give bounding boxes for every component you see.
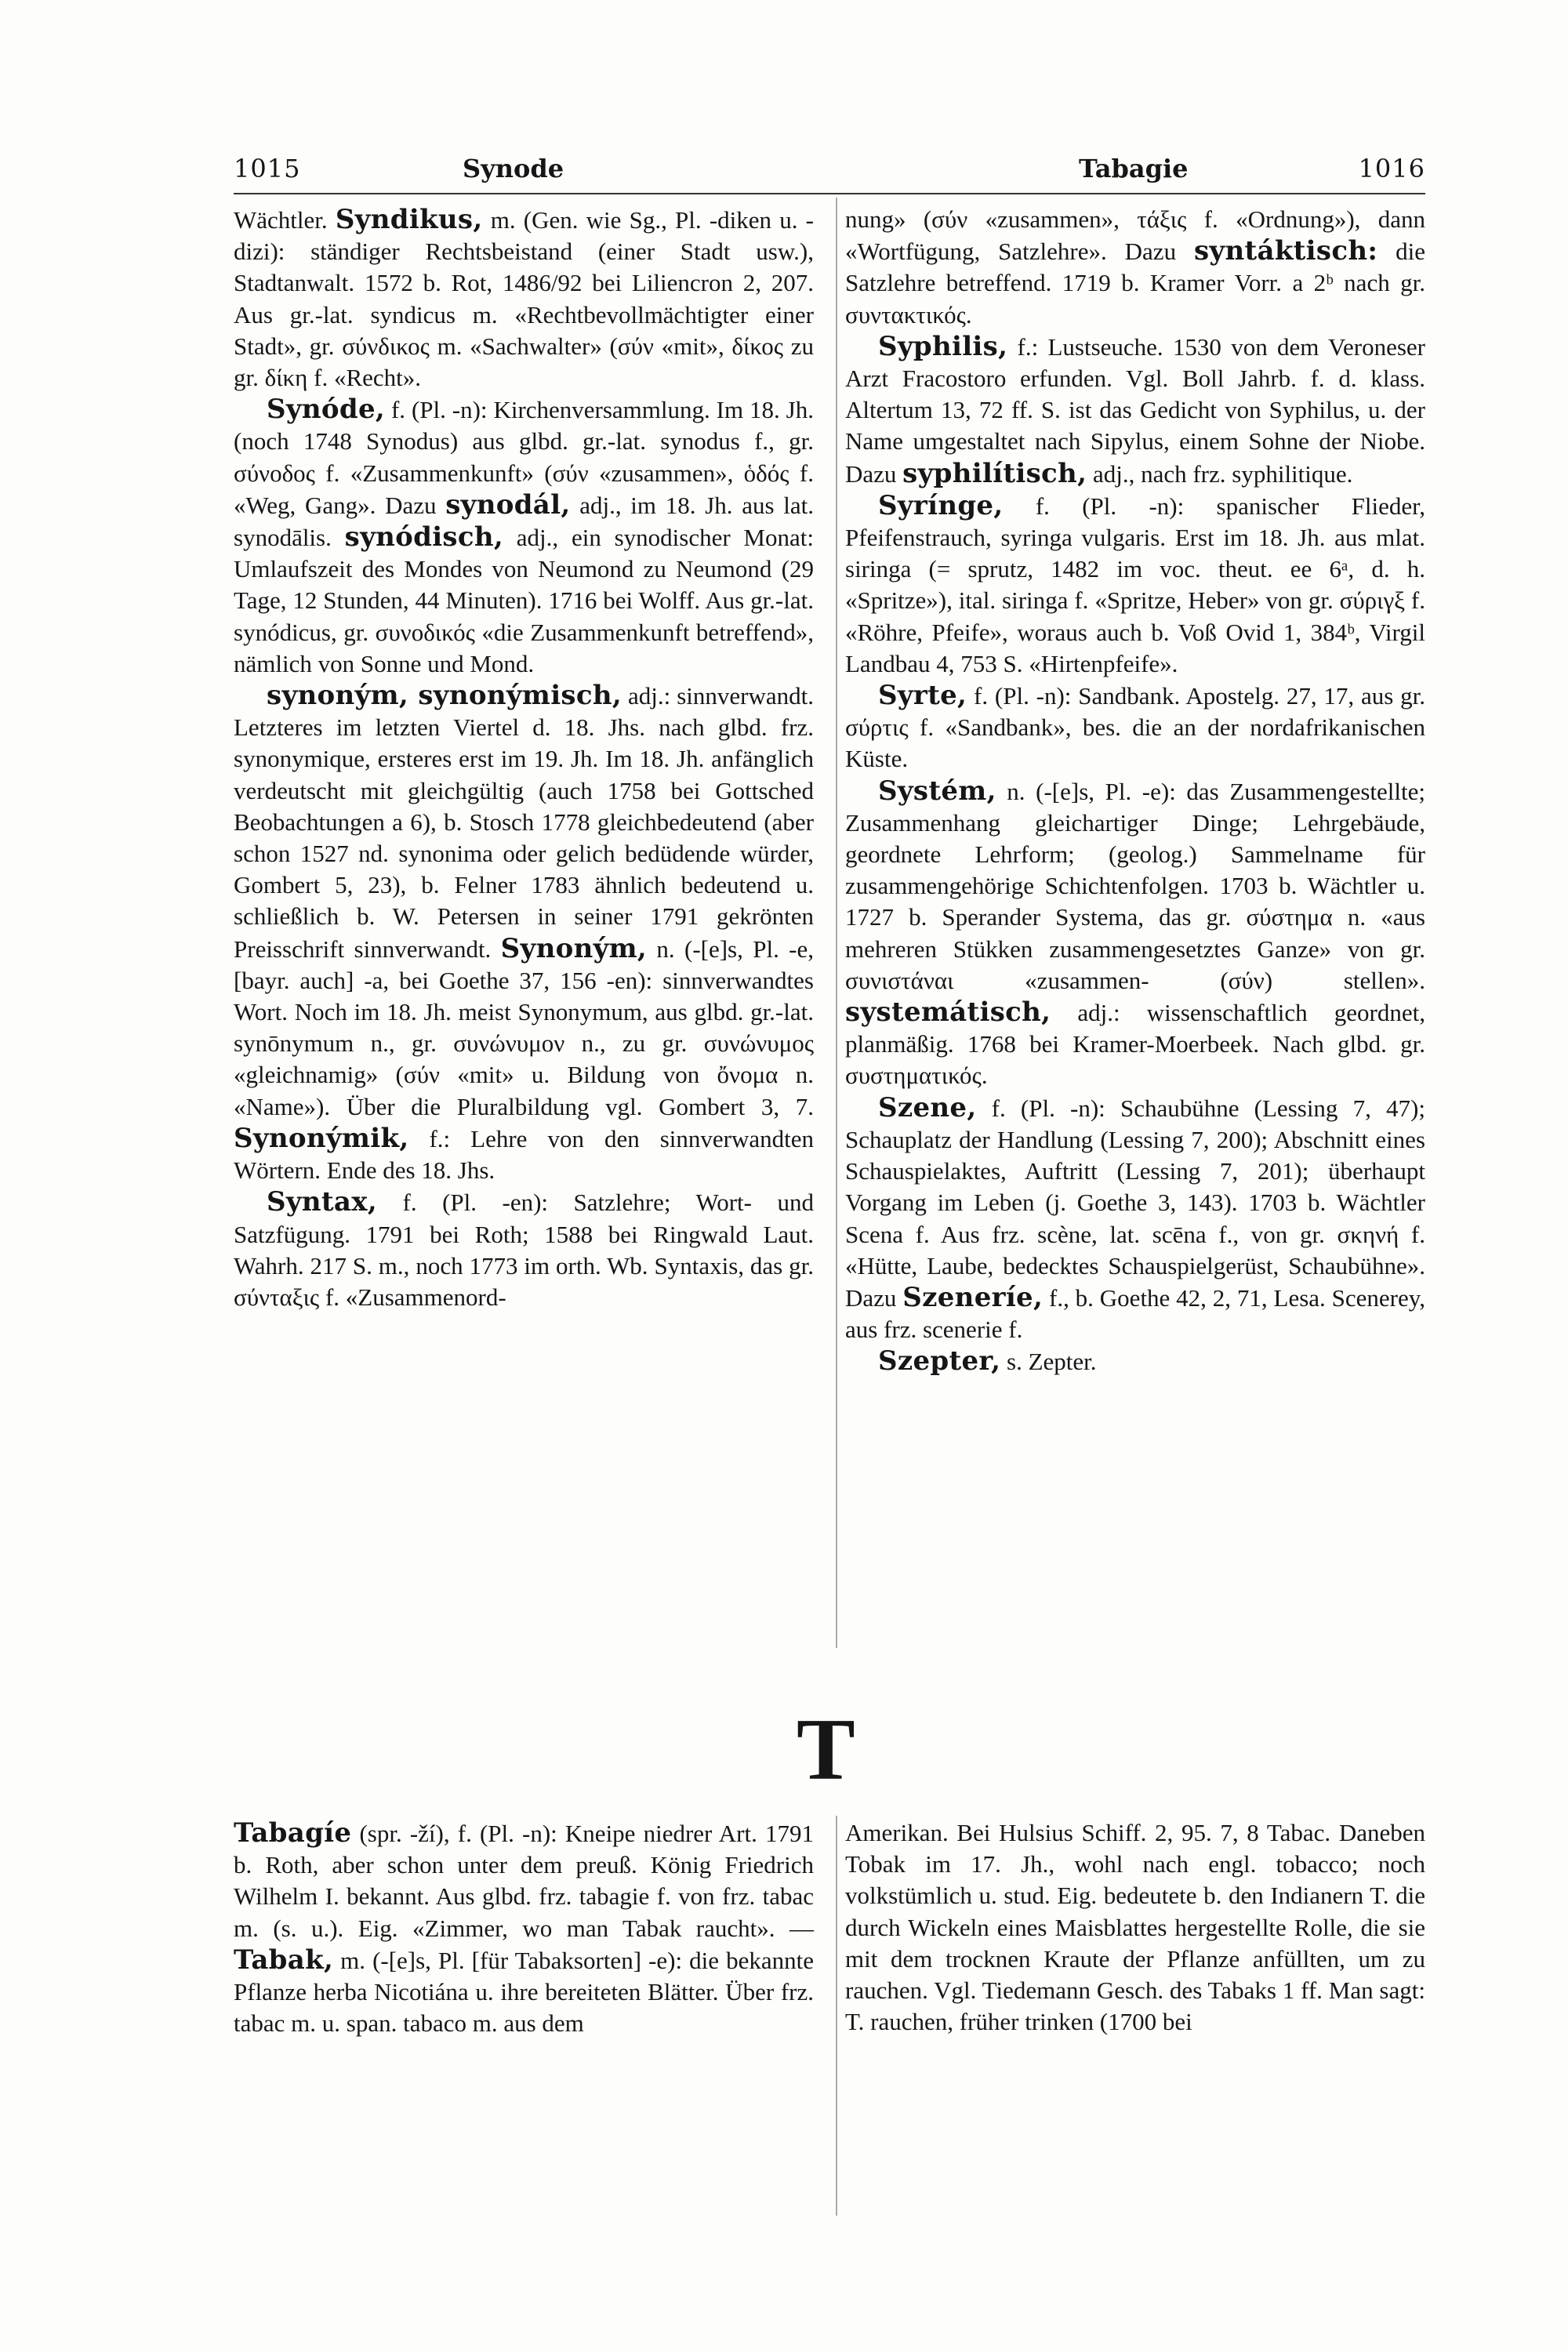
entry-text: adj.: wissenschaftlich geordnet, planmäßig. 1768 bei Kramer-Moerbeek. Nach glbd. gr. συστηματικός. xyxy=(845,999,1425,1090)
headword: syntáktisch: xyxy=(1193,235,1378,267)
entry-text: n. (-[e]s, Pl. -e, [bayr. auch] -a, bei Goethe 37, 156 -en): sinnverwandtes Wort. Noch im 18. Jh. meist Synonymum, aus glbd. gr.-lat. synōnymum n., gr. συνώνυμον n., zu gr. συνώνυμος «gleichnamig» (σύν «mit» u. Bildung von ὄνομα n. «Name»). Über die Pluralbildung vgl. Gombert 3, 7. xyxy=(234,935,814,1120)
headword: Szeneríe, xyxy=(902,1281,1044,1313)
headword: Szene, xyxy=(878,1091,977,1123)
entry-text: f. (Pl. -n): spanischer Flieder, Pfeifenstrauch, syringa vulgaris. Erst im 18. Jh. aus mlat. siringa (= sprutz, 1482 im voc. theut. ee 6ᵃ, d. h. «Spritze»), ital. siringa f. «Spritze, Heber» von gr. σύριγξ f. «Röhre, Pfeife», woraus auch b. Voß Ovid 1, 384ᵇ, Virgil Landbau 4, 753 S. «Hirtenpfeife». xyxy=(845,492,1425,677)
dictionary-entry xyxy=(234,680,814,1186)
lower-right-column xyxy=(845,1817,1425,2038)
headword: Tabak, xyxy=(234,1944,334,1976)
entry-text: f. (Pl. -n): Kirchenversammlung. Im 18. Jh. (noch 1748 Synodus) aus glbd. gr.-lat. synodus f., gr. σύνοδος f. «Zusammenkunft» (σύν «zusammen», ὁδός f. «Weg, Gang». Dazu xyxy=(234,396,814,519)
headword: Syntax, xyxy=(267,1186,377,1218)
left-column xyxy=(234,204,814,1313)
headword: Syrínge, xyxy=(878,489,1004,521)
headword: Tabagíe xyxy=(234,1817,352,1849)
headword: synódisch, xyxy=(344,521,504,554)
headword: Syndikus, xyxy=(335,204,483,235)
dictionary-entry xyxy=(234,1186,814,1313)
entry-text: f.: Lehre von den sinnverwandten Wörtern. Ende des 18. Jhs. xyxy=(234,1124,814,1185)
entry-text: m. (-[e]s, Pl. [für Tabaksorten] -e): die bekannte Pflanze herba Nicotiána u. ihre bereiteten Blätter. Über frz. tabac m. u. span. tabaco m. aus dem xyxy=(234,1946,814,2038)
entry-text: die Satzlehre betreffend. 1719 b. Kramer Vorr. a 2ᵇ nach gr. συντακτικός. xyxy=(845,238,1425,328)
headword: synodál, xyxy=(445,488,571,521)
entry-text: f. (Pl. -n): Sandbank. Apostelg. 27, 17, aus gr. σύρτις f. «Sandbank», bes. die an der nordafrikanischen Küste. xyxy=(845,682,1425,773)
entry-text: (spr. -ží), f. (Pl. -n): Kneipe niedrer Art. 1791 b. Roth, aber schon unter dem preuß. König Friedrich Wilhelm I. bekannt. Aus glbd. frz. tabagie f. von frz. tabac m. (s. u.). Eig. «Zimmer, wo man Tabak raucht». — xyxy=(234,1820,814,1942)
headword: Szepter, xyxy=(878,1345,1001,1377)
headword: Synoným, xyxy=(500,932,648,964)
section-letter: T xyxy=(797,1701,855,1798)
column-separator xyxy=(836,198,837,1648)
left-running-head: Synode xyxy=(463,154,564,183)
dictionary-entry xyxy=(845,775,1425,1092)
dictionary-entry xyxy=(845,1092,1425,1346)
header-rule xyxy=(234,193,1425,194)
headword: Syphilis, xyxy=(878,330,1008,362)
dictionary-entry xyxy=(845,1345,1425,1377)
headword: syphilítisch, xyxy=(902,457,1087,489)
column-separator-lower xyxy=(836,1816,837,2216)
entry-text: Wächtler. xyxy=(234,206,336,234)
dictionary-entry xyxy=(234,204,814,394)
entry-text: m. (Gen. wie Sg., Pl. -diken u. -dizi): ständiger Rechtsbeistand (einer Stadt usw.), Stadtanwalt. 1572 b. Rot, 1486/92 bei Liliencron 2, 207. Aus gr.-lat. syndicus m. «Rechtbevollmächtigter einer Stadt», gr. σύνδικος m. «Sachwalter» (σύν «mit», δίκος zu gr. δίκη f. «Recht». xyxy=(234,206,814,392)
headword: Synóde, xyxy=(267,394,386,426)
headword: synoným, synonýmisch, xyxy=(267,680,622,712)
headword: Syrte, xyxy=(878,680,967,712)
entry-text: adj.: sinnverwandt. Letzteres im letzten Viertel d. 18. Jhs. nach glbd. frz. synonymique, ersteres erst im 19. Jh. Im 18. Jh. anfänglich verdeutscht mit gleichgültig (auch 1758 bei Gottsched Beobachtungen a 6), b. Stosch 1778 gleichbedeutend (aber schon 1527 nd. synonima oder gelich bedüdende würder, Gombert 5, 23), b. Felner 1783 ähnlich bedeutend u. schließlich b. W. Petersen in seiner 1791 gekrönten Preisschrift sinnverwandt. xyxy=(234,682,814,963)
dictionary-entry xyxy=(845,1817,1425,2038)
entry-text: f., b. Goethe 42, 2, 71, Lesa. Scenerey, aus frz. scenerie f. xyxy=(845,1283,1426,1344)
headword: Systém, xyxy=(878,775,996,807)
headword: systemátisch, xyxy=(845,996,1051,1029)
dictionary-entry xyxy=(845,680,1425,775)
entry-text: s. Zepter. xyxy=(1000,1348,1097,1376)
dictionary-entry xyxy=(234,1817,814,2039)
entry-text: adj., ein synodischer Monat: Umlaufszeit des Mondes von Neumond zu Neumond (29 Tage, 12 Stunden, 44 Minuten). 1716 bei Wolff. Aus gr.-lat. synódicus, gr. συνοδικός «die Zusammenkunft betreffend», nämlich von Sonne und Mond. xyxy=(234,524,814,677)
lower-left-column xyxy=(234,1817,814,2039)
right-page-number: 1016 xyxy=(1358,154,1425,183)
left-page-number: 1015 xyxy=(234,154,301,183)
entry-text: f.: Lustseuche. 1530 von dem Veroneser Arzt Fracostoro erfunden. Vgl. Boll Jahrb. f. d. klass. Altertum 13, 72 ff. S. ist das Gedicht von Syphilus, u. der Name umgestaltet nach Sipylus, einem Sohne der Niobe. Dazu xyxy=(845,332,1425,488)
entry-text: adj., nach frz. syphilitique. xyxy=(1087,459,1353,488)
right-running-head: Tabagie xyxy=(1079,154,1189,183)
entry-text: f. (Pl. -n): Schaubühne (Lessing 7, 47); Schauplatz der Handlung (Lessing 7, 200); Abschnitt eines Schauspielaktes, Auftritt (Lessing 7, 201); überhaupt Vorgang im Leben (j. Goethe 3, 143). 1703 b. Wächtler Scena f. Aus frz. scène, lat. scēna f., von gr. σκηνή f. «Hütte, Laube, bedecktes Schauspielgerüst, Schaubühne». Dazu xyxy=(845,1094,1425,1312)
dictionary-entry xyxy=(845,490,1425,680)
entry-text: nung» (σύν «zusammen», τάξις f. «Ordnung»), dann «Wortfügung, Satzlehre». Dazu xyxy=(845,205,1425,266)
entry-text: f. (Pl. -en): Satzlehre; Wort- und Satzfügung. 1791 bei Roth; 1588 bei Ringwald Laut. Wahrh. 217 S. m., noch 1773 im orth. Wb. Syntaxis, das gr. σύνταξις f. «Zusammenord- xyxy=(234,1189,814,1311)
entry-text: n. (-[e]s, Pl. -e): das Zusammengestellte; Zusammenhang gleichartiger Dinge; Lehrgebäude, geordnete Lehrform; (geolog.) Sammelname für zusammengehörige Schichtenfolgen. 1703 b. Wächtler u. 1727 b. Sperander Systema, das gr. σύστημα n. «aus mehreren Stükken zusammengesetztes Ganze» von gr. συνιστάναι «zusammen- (σύν) stellen». xyxy=(845,777,1425,994)
entry-text: adj., im 18. Jh. aus lat. synodālis. xyxy=(234,491,814,552)
headword: Synonýmik, xyxy=(234,1122,409,1154)
page-header xyxy=(234,154,1425,194)
dictionary-entry xyxy=(845,331,1425,490)
dictionary-entry xyxy=(234,394,814,680)
dictionary-entry xyxy=(845,204,1425,331)
entry-text: Amerikan. Bei Hulsius Schiff. 2, 95. 7, 8 Tabac. Daneben Tobak im 17. Jh., wohl nach engl. tobacco; noch volkstümlich u. stud. Eig. bedeutete b. den Indianern T. die durch Wickeln eines Maisblattes hergestellte Rolle, die sie mit dem trocknen Kraute der Pflanze anfüllten, um zu rauchen. Vgl. Tiedemann Gesch. des Tabaks 1 ff. Man sagt: T. rauchen, früher trinken (1700 bei xyxy=(845,1819,1425,2036)
right-column xyxy=(845,204,1425,1378)
